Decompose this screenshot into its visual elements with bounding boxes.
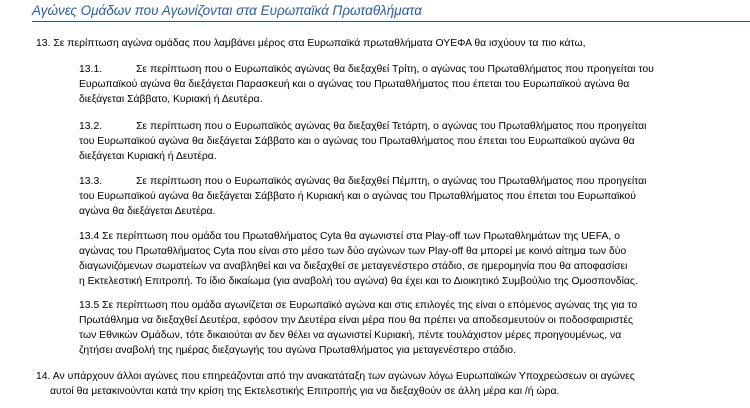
section-14 [36, 369, 635, 399]
page-title: Αγώνες Ομάδων που Αγωνίζονται στα Ευρωπαϊκά Πρωταθλήματα [32, 3, 422, 18]
paragraph-line: ζητήσει αναβολή της ημέρας διεξαγωγής του αγώνα Πρωταθλήματος για μεταγενέστερο στάδιο. [79, 345, 516, 356]
paragraph-line: η Εκτελεστική Επιτροπή. Το ίδιο δικαίωμα (για αναβολή του αγώνα) θα έχει και το Διοικητικό Συμβούλιο της Ομοσπονδίας. [79, 276, 638, 287]
paragraph-line: Σε περίπτωση που ο Ευρωπαϊκός αγώνας θα διεξαχθεί Τετάρτη, ο αγώνας του Πρωταθλήματος που προηγείται [136, 121, 647, 132]
item-number: 13.3. [79, 176, 103, 187]
paragraph-line: 13.5 Σε περίπτωση που ομάδα αγωνίζεται σε Ευρωπαϊκό αγώνα και στις επιλογές της είναι ο επόμενος αγώνας της για το [79, 300, 638, 311]
paragraph-line: του Ευρωπαϊκού αγώνα θα διεξάγεται Σάββατο και ο αγώνας του Πρωταθλήματος που έπεται του Ευρωπαϊκού αγώνα θα [79, 136, 635, 147]
paragraph-line: Σε περίπτωση που ο Ευρωπαϊκός αγώνας θα διεξαχθεί Πέμπτη, ο αγώνας του Πρωταθλήματος που προηγείται [136, 176, 647, 187]
paragraph-line: του Ευρωπαϊκού αγώνα θα διεξάγεται Σάββατο ή Κυριακή και ο αγώνας του Πρωταθλήματος που έπεται του Ευρωπαϊκού [79, 191, 636, 202]
item-number: 13.1. [79, 64, 103, 75]
paragraph-line: διαγωνιζόμενων σωματείων να αναβληθεί και να διεξαχθεί σε μεταγενέστερο στάδιο, σε ημερομηνία που θα αποφασίσει [79, 261, 628, 272]
paragraph-line: 14. Αν υπάρχουν άλλοι αγώνες που επηρεάζονται από την ανακατάταξη των αγώνων λόγω Ευρωπαϊκών Υποχρεώσεων οι αγώνες [36, 371, 635, 382]
paragraph-line: Πρωτάθλημα να διεξαχθεί Δευτέρα, εφόσον την Δευτέρα είναι μέρα που θα πρέπει να αποδεσμευτούν οι ποδοσφαιριστές [79, 315, 633, 326]
page-header [32, 1, 750, 22]
item-number: 13.2. [79, 121, 103, 132]
section-13-2 [79, 119, 647, 164]
section-13-intro [36, 36, 586, 51]
paragraph-line: Σε περίπτωση που ο Ευρωπαϊκός αγώνας θα διεξαχθεί Τρίτη, ο αγώνας του Πρωταθλήματος που προηγείται του [136, 64, 654, 75]
paragraph-line: των Εθνικών Ομάδων, τότε δικαιούται αν δεν θέλει να αγωνιστεί Κυριακή, πέντε τουλάχιστον μέρες προηγουμένως, να [79, 330, 622, 341]
paragraph-line: Ευρωπαϊκού αγώνα θα διεξάγεται Παρασκευή και ο αγώνας του Πρωταθλήματος που έπεται του Ευρωπαϊκού αγώνα θα [79, 79, 630, 90]
paragraph-line: 13.4 Σε περίπτωση που ομάδα του Πρωταθλήματος Cyta θα αγωνιστεί στα Play-off των Πρωταθλημάτων της UEFA, ο [79, 231, 620, 242]
paragraph-line: διεξάγεται Σάββατο, Κυριακή ή Δευτέρα. [79, 94, 263, 105]
paragraph-line: αυτοί θα μετακινούνται κατά την κρίση της Εκτελεστικής Επιτροπής για να διεξαχθούν σε άλλη μέρα και /ή ώρα. [50, 386, 560, 397]
section-13-1 [79, 62, 654, 107]
paragraph-line: αγώνας του Πρωταθλήματος Cyta που είναι στο μέσο των δύο αγώνων των Play-off θα μπορεί με κοινό αίτημα των δύο [79, 246, 627, 257]
section-13-3 [79, 174, 646, 219]
paragraph-line: 13. Σε περίπτωση αγώνα ομάδας που λαμβάνει μέρος στα Ευρωπαϊκά πρωταθλήματα ΟΥΕΦΑ θα ισχύουν τα πιο κάτω, [36, 38, 586, 49]
section-13-4 [79, 229, 638, 289]
paragraph-line: αγώνα θα διεξάγεται Δευτέρα. [79, 206, 216, 217]
paragraph-line: διεξάγεται Κυριακή ή Δευτέρα. [79, 151, 217, 162]
section-13-5 [79, 298, 637, 358]
